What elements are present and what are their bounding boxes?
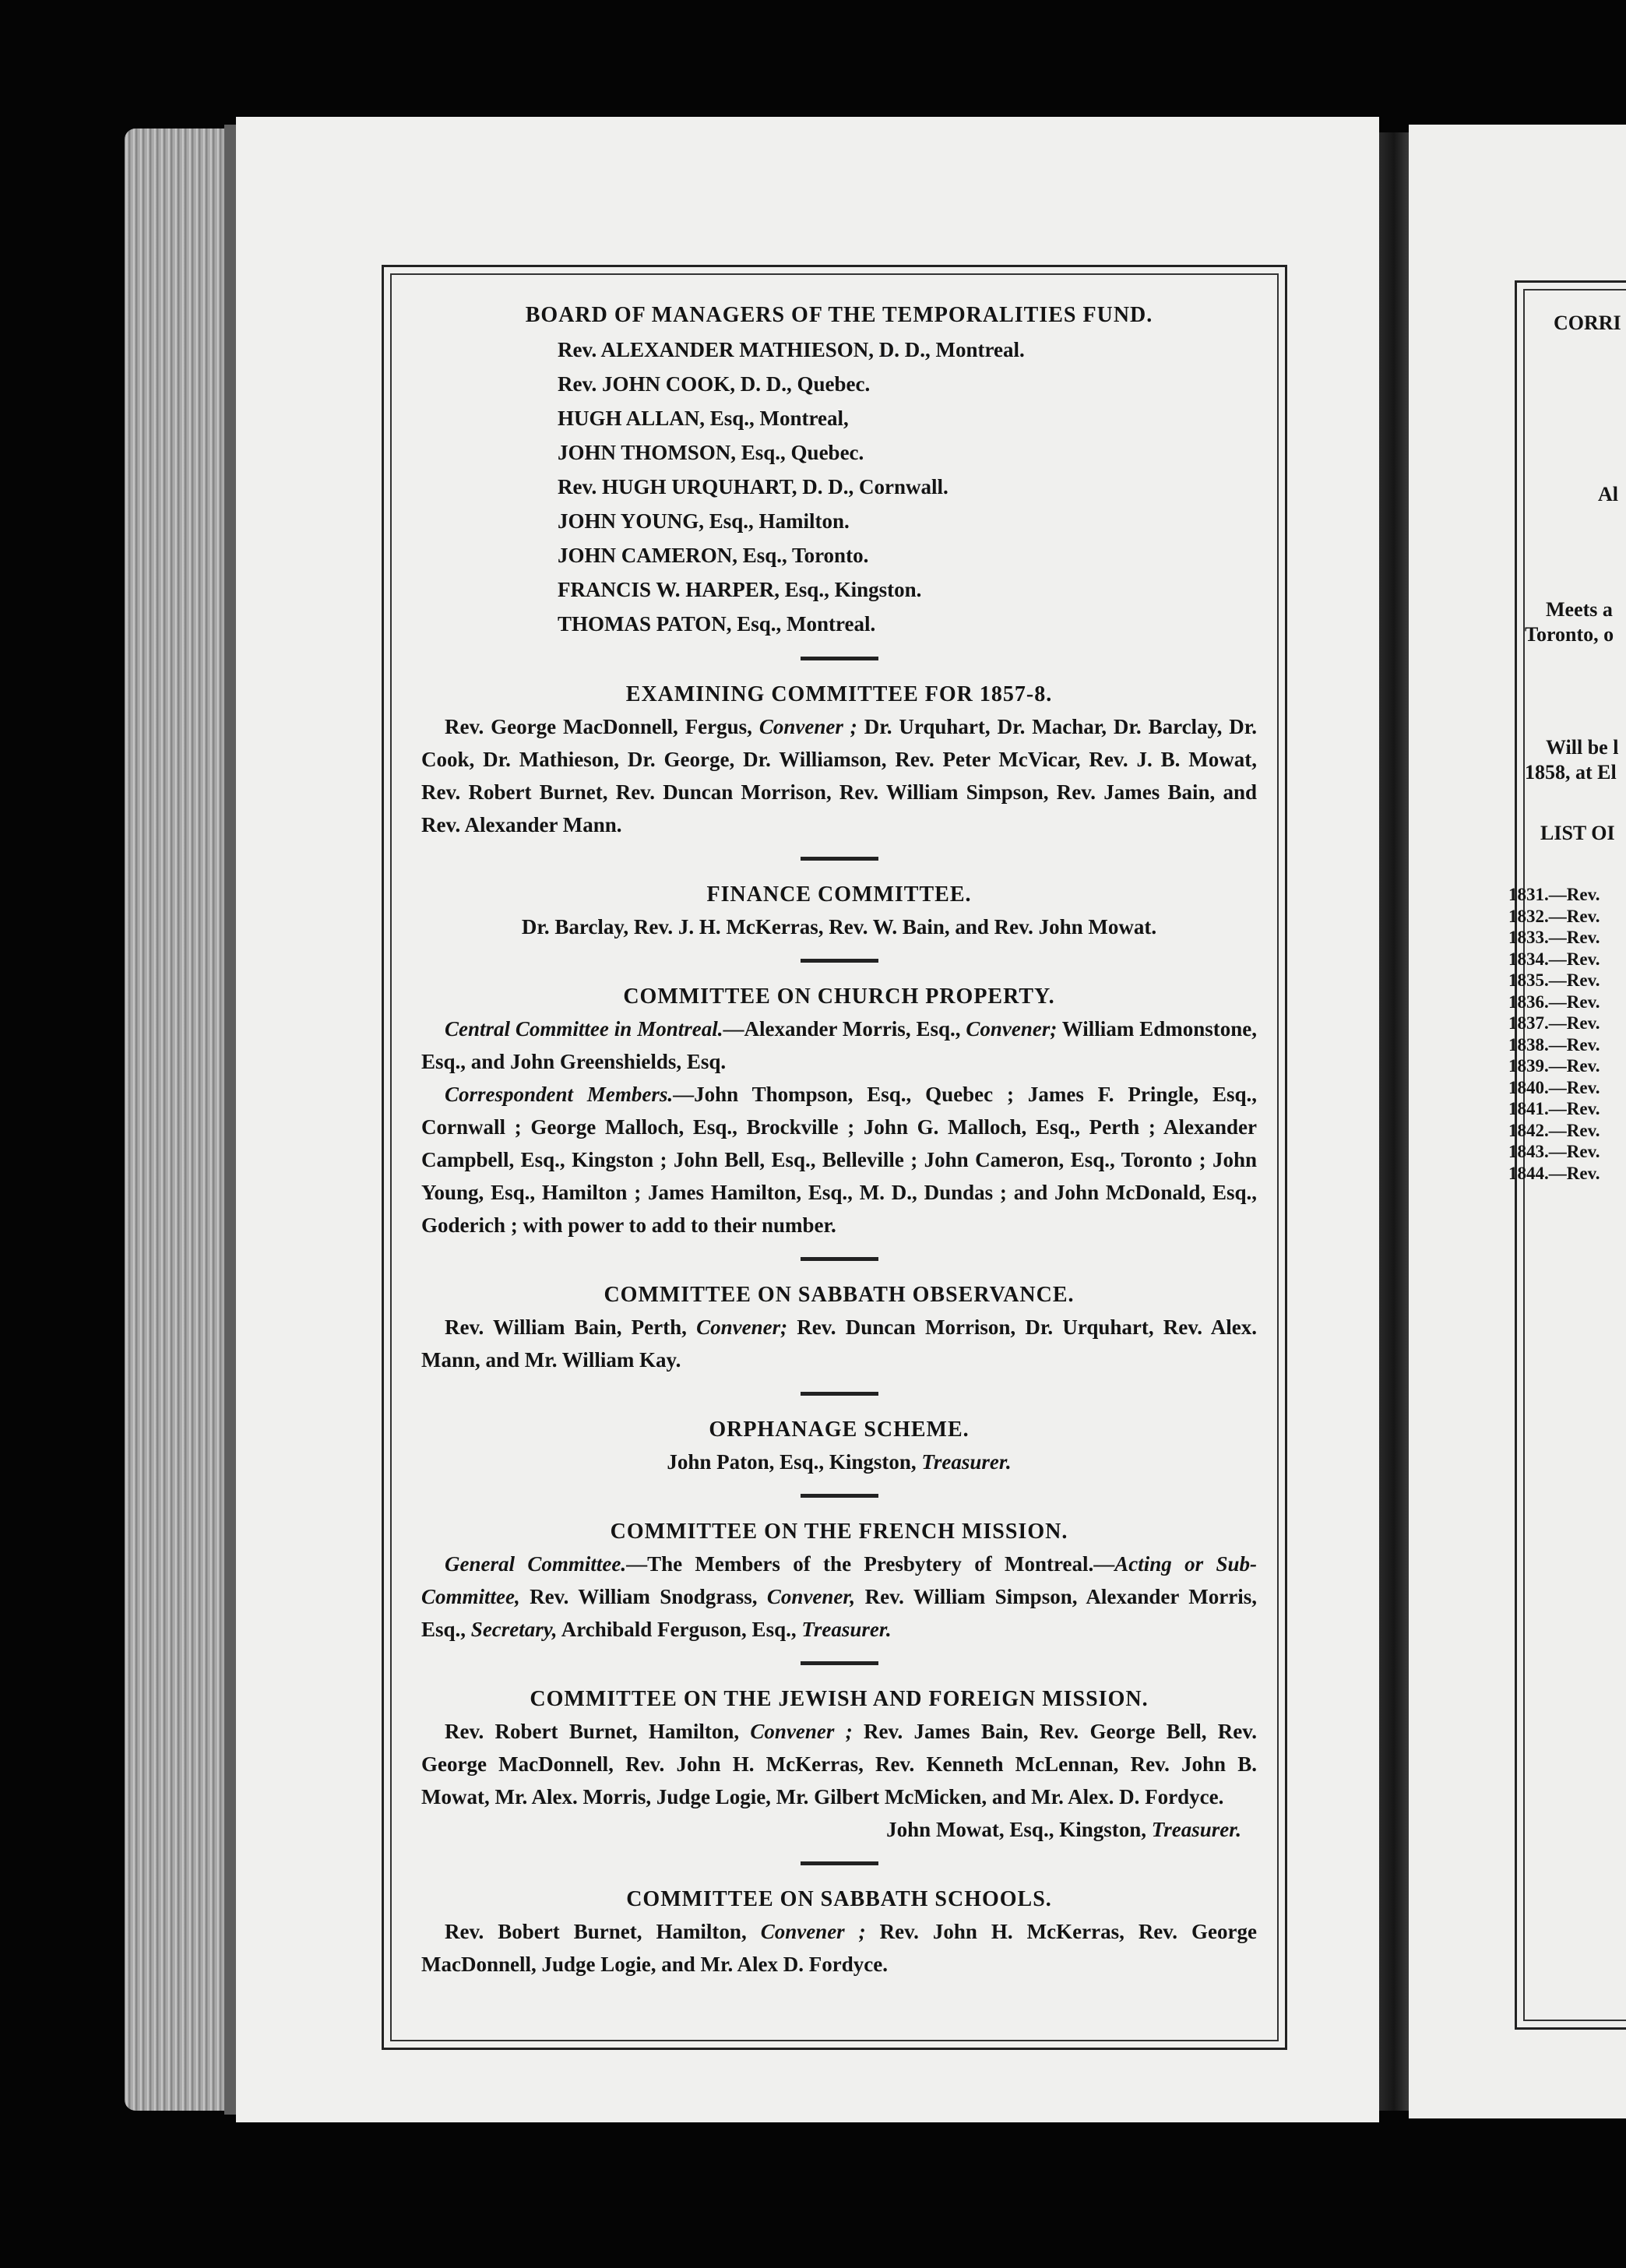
section-body: [421, 1715, 1257, 1813]
left-page-frame: [382, 265, 1287, 2050]
section-title: COMMITTEE ON CHURCH PROPERTY.: [623, 984, 1055, 1009]
body-text: Rev. Robert Burnet, Hamilton,: [445, 1720, 751, 1743]
section-board-of-managers: [421, 300, 1257, 641]
list-item: 1843.—Rev.: [1508, 1142, 1600, 1161]
right-page-list-title: LIST OI: [1540, 822, 1615, 844]
section-body: [421, 1915, 1257, 1981]
body-text: —John Thompson, Esq., Quebec ; James F. Pringle, Esq., Cornwall ; George Malloch, Esq., Brockville ; John G. Malloch, Esq., Perth ; Alexander Campbell, Esq., Kingston ; John Bell, Esq., Belleville ; John Cameron, Esq., Toronto ; John Young, Esq., Hamilton ; James Hamilton, Esq., M. D., Dundas ; and John McDonald, Esq., Goderich ; with power to add to their number.: [421, 1083, 1257, 1237]
member-line: THOMAS PATON, Esq., Montreal.: [558, 612, 876, 636]
body-text: Rev. Bobert Burnet, Hamilton,: [445, 1920, 761, 1943]
right-page-text: Toronto, o: [1525, 623, 1614, 646]
role-text: Convener ;: [750, 1720, 853, 1743]
section-sabbath-schools: [421, 1884, 1257, 1981]
role-text: Secretary,: [470, 1618, 558, 1641]
member-line: FRANCIS W. HARPER, Esq., Kingston.: [558, 578, 922, 601]
body-text: Archibald Ferguson, Esq.,: [557, 1618, 802, 1641]
body-text: Rev. William Snodgrass,: [519, 1585, 767, 1608]
right-page-text: Al: [1598, 483, 1618, 505]
section-french-mission: [421, 1516, 1257, 1646]
section-title: EXAMINING COMMITTEE FOR 1857-8.: [625, 682, 1053, 706]
section-divider: [801, 1494, 878, 1498]
body-text: Rev. William Simpson, Alexander Morris, Esq.,: [421, 1585, 1257, 1641]
right-page-text: Meets a: [1546, 598, 1613, 621]
role-text: Convener;: [966, 1017, 1058, 1041]
role-text: Convener,: [766, 1585, 856, 1608]
section-title: COMMITTEE ON THE FRENCH MISSION.: [610, 1520, 1068, 1544]
section-title: COMMITTEE ON SABBATH OBSERVANCE.: [604, 1283, 1075, 1307]
body-text: Rev. William Bain, Perth,: [445, 1315, 697, 1339]
list-item: 1844.—Rev.: [1508, 1163, 1600, 1183]
section-title: FINANCE COMMITTEE.: [706, 882, 972, 907]
body-text: Rev. James Bain, Rev. George Bell, Rev. George MacDonnell, Rev. John H. McKerras, Rev. Kenneth McLennan, Rev. John B. Mowat, Mr. Alex. Morris, Judge Logie, Mr. Gilbert McMicken, and Mr. Alex. D. Fordyce.: [421, 1720, 1257, 1808]
label-text: Acting or Sub-Committee,: [421, 1552, 1257, 1608]
list-item: 1836.—Rev.: [1508, 991, 1600, 1012]
member-line: HUGH ALLAN, Esq., Montreal,: [558, 407, 849, 430]
section-title: ORPHANAGE SCHEME.: [709, 1418, 970, 1442]
member-line: Rev. HUGH URQUHART, D. D., Cornwall.: [558, 475, 948, 498]
body-text: Dr. Urquhart, Dr. Machar, Dr. Barclay, Dr. Cook, Dr. Mathieson, Dr. George, Dr. Williamson, Rev. Peter McVicar, Rev. J. B. Mowat, Rev. Robert Burnet, Rev. Duncan Morrison, Rev. William Simpson, Rev. James Bain, and Rev. Alexander Mann.: [421, 715, 1257, 836]
section-church-property: [421, 981, 1257, 1241]
section-sabbath-observance: [421, 1280, 1257, 1376]
section-divider: [801, 1661, 878, 1665]
body-text: William Edmonstone, Esq., and John Greenshields, Esq.: [421, 1017, 1257, 1073]
member-line: Rev. JOHN COOK, D. D., Quebec.: [558, 372, 871, 396]
section-title: COMMITTEE ON THE JEWISH AND FOREIGN MISSION.: [530, 1687, 1149, 1711]
role-text: Convener ;: [760, 1920, 866, 1943]
section-body: [421, 1311, 1257, 1376]
section-orphanage-scheme: [421, 1414, 1257, 1478]
section-jewish-foreign-mission: [421, 1684, 1257, 1846]
list-item: 1839.—Rev.: [1508, 1056, 1600, 1076]
section-body: [421, 710, 1257, 841]
role-text: Treasurer.: [1151, 1818, 1241, 1841]
section-divider: [801, 1257, 878, 1261]
list-item: 1840.—Rev.: [1508, 1077, 1600, 1097]
list-item: 1834.—Rev.: [1508, 949, 1600, 969]
right-page-text: Will be l: [1546, 736, 1619, 759]
section-title: BOARD OF MANAGERS OF THE TEMPORALITIES FUND.: [525, 303, 1153, 327]
section-body: [421, 1446, 1257, 1478]
section-divider: [801, 1861, 878, 1865]
section-divider: [801, 857, 878, 861]
book-gutter: [1379, 132, 1409, 2111]
list-item: 1838.—Rev.: [1508, 1034, 1600, 1055]
section-examining-committee: [421, 679, 1257, 841]
member-list: [558, 333, 1257, 641]
section-divider: [801, 657, 878, 660]
section-divider: [801, 1392, 878, 1396]
list-item: 1833.—Rev.: [1508, 928, 1600, 947]
section-finance-committee: [421, 879, 1257, 943]
section-title: COMMITTEE ON SABBATH SCHOOLS.: [626, 1887, 1052, 1911]
body-text: —The Members of the Presbytery of Montreal.—: [626, 1552, 1115, 1576]
list-item: 1832.—Rev.: [1508, 906, 1600, 926]
list-item: 1831.—Rev.: [1508, 885, 1600, 904]
list-item: 1837.—Rev.: [1508, 1013, 1600, 1033]
central-committee-paragraph: [421, 1012, 1257, 1078]
body-text: Rev. George MacDonnell, Fergus,: [445, 715, 759, 738]
right-page-list: [1508, 884, 1600, 1184]
list-item: 1842.—Rev.: [1508, 1120, 1600, 1140]
label-text: Correspondent Members.: [445, 1083, 674, 1106]
body-text: John Paton, Esq., Kingston,: [667, 1450, 922, 1474]
section-body: [421, 1548, 1257, 1646]
body-text: Rev. Duncan Morrison, Dr. Urquhart, Rev. Alex. Mann, and Mr. William Kay.: [421, 1315, 1257, 1372]
member-line: JOHN THOMSON, Esq., Quebec.: [558, 441, 864, 464]
role-text: Convener;: [696, 1315, 788, 1339]
body-text: Rev. John H. McKerras, Rev. George MacDonnell, Judge Logie, and Mr. Alex D. Fordyce.: [421, 1920, 1257, 1976]
right-page-text: 1858, at El: [1525, 761, 1617, 784]
member-line: Rev. ALEXANDER MATHIESON, D. D., Montreal.: [558, 338, 1025, 361]
role-text: Convener ;: [758, 715, 857, 738]
section-body: Dr. Barclay, Rev. J. H. McKerras, Rev. W. Bain, and Rev. John Mowat.: [521, 915, 1157, 939]
label-text: Central Committee in Montreal.: [445, 1017, 723, 1041]
role-text: Treasurer.: [921, 1450, 1012, 1474]
label-text: General Committee.: [445, 1552, 627, 1576]
section-divider: [801, 959, 878, 963]
body-text: —Alexander Morris, Esq.,: [723, 1017, 966, 1041]
list-item: 1841.—Rev.: [1508, 1099, 1600, 1118]
right-page-header: CORRI: [1554, 312, 1621, 334]
member-line: JOHN YOUNG, Esq., Hamilton.: [558, 509, 850, 533]
member-line: JOHN CAMERON, Esq., Toronto.: [558, 544, 869, 567]
left-page-content: [421, 300, 1257, 1981]
body-text: John Mowat, Esq., Kingston,: [886, 1818, 1152, 1841]
correspondent-members-paragraph: [421, 1078, 1257, 1241]
list-item: 1835.—Rev.: [1508, 970, 1600, 990]
role-text: Treasurer.: [801, 1618, 892, 1641]
treasurer-line: [421, 1813, 1257, 1846]
